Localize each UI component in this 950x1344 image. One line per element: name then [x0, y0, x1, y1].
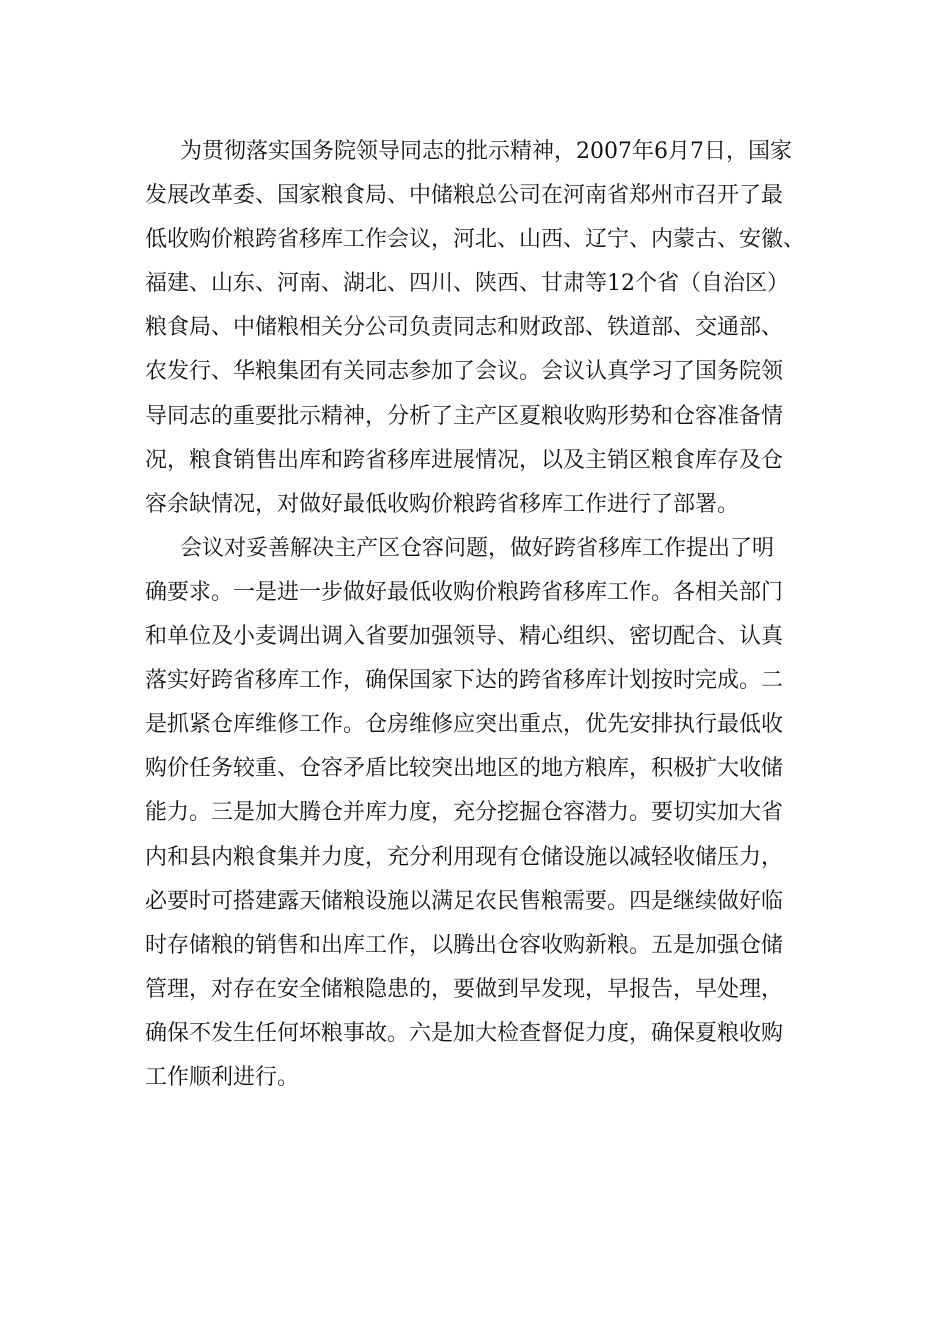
paragraph-2 [145, 527, 810, 1100]
text-line: 工作顺利进行。 [145, 1064, 300, 1090]
text-line: 为贯彻落实国务院领导同志的批示精神，2007年6月7日，国家 [180, 139, 792, 164]
text-line: 能力。三是加大腾仓并库力度，充分挖掘仓容潜力。要切实加大省 [145, 800, 784, 826]
text-line: 购价任务较重、仓容矛盾比较突出地区的地方粮库，积极扩大收储 [145, 756, 784, 782]
text-line: 确要求。一是进一步做好最低收购价粮跨省移库工作。各相关部门 [145, 579, 784, 605]
text-line: 容余缺情况，对做好最低收购价粮跨省移库工作进行了部署。 [145, 491, 740, 517]
text-line: 确保不发生任何坏粮事故。六是加大检查督促力度，确保夏粮收购 [145, 1020, 784, 1046]
document-body [145, 130, 810, 1100]
text-line: 和单位及小麦调出调入省要加强领导、精心组织、密切配合、认真 [145, 624, 784, 650]
paragraph-1 [145, 130, 810, 527]
text-line: 低收购价粮跨省移库工作会议，河北、山西、辽宁、内蒙古、安徽、 [145, 227, 806, 253]
text-line: 会议对妥善解决主产区仓容问题，做好跨省移库工作提出了明 [180, 535, 775, 561]
text-line: 内和县内粮食集并力度，充分利用现有仓储设施以减轻收储压力， [145, 844, 784, 870]
text-line: 落实好跨省移库工作，确保国家下达的跨省移库计划按时完成。二 [145, 668, 784, 694]
text-line: 管理，对存在安全储粮隐患的，要做到早发现，早报告，早处理， [145, 976, 784, 1002]
text-line: 是抓紧仓库维修工作。仓房维修应突出重点，优先安排执行最低收 [145, 712, 784, 738]
text-line: 发展改革委、国家粮食局、中储粮总公司在河南省郑州市召开了最 [145, 183, 784, 209]
text-line: 福建、山东、河南、湖北、四川、陕西、甘肃等12个省（自治区） [145, 271, 789, 297]
text-line: 况，粮食销售出库和跨省移库进展情况，以及主销区粮食库存及仓 [145, 447, 784, 473]
text-line: 导同志的重要批示精神，分析了主产区夏粮收购形势和仓容准备情 [145, 403, 784, 429]
text-line: 时存储粮的销售和出库工作，以腾出仓容收购新粮。五是加强仓储 [145, 932, 784, 958]
text-line: 必要时可搭建露天储粮设施以满足农民售粮需要。四是继续做好临 [145, 888, 784, 914]
text-line: 农发行、华粮集团有关同志参加了会议。会议认真学习了国务院领 [145, 359, 784, 385]
text-line: 粮食局、中储粮相关分公司负责同志和财政部、铁道部、交通部、 [145, 315, 784, 341]
